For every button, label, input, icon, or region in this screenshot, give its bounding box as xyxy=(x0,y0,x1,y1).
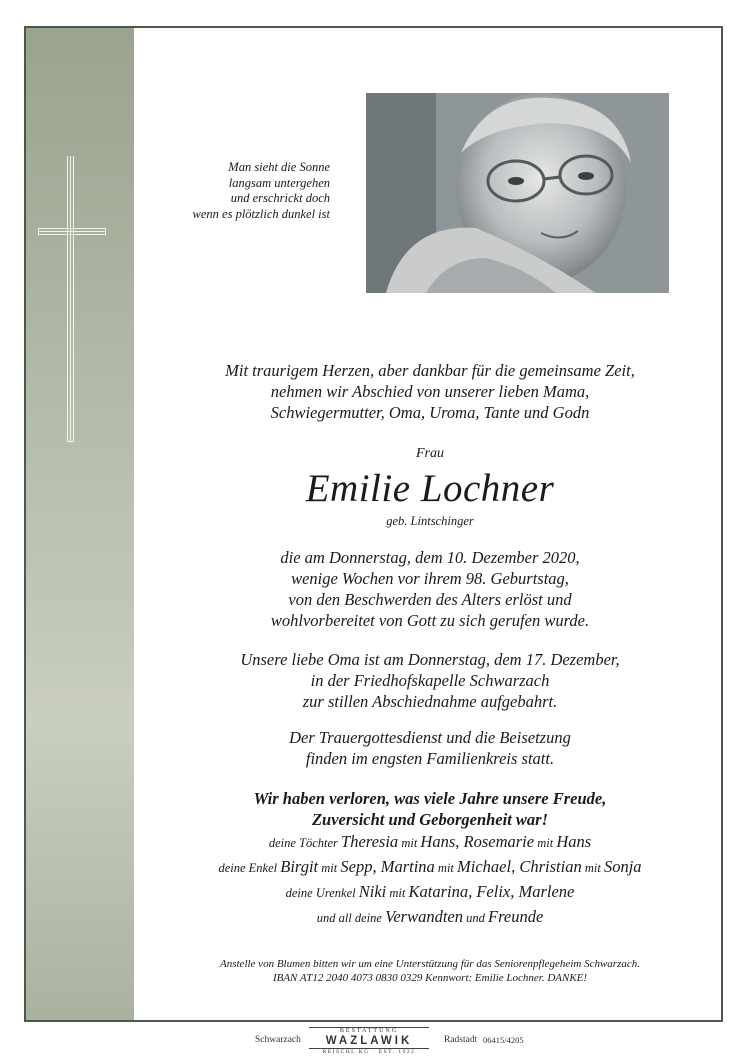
intro-line: Mit traurigem Herzen, aber dankbar für die gemeinsame Zeit, xyxy=(225,361,635,380)
family-connector: mit xyxy=(434,861,458,875)
death-line: die am Donnerstag, dem 10. Dezember 2020, xyxy=(280,548,580,567)
intro-text xyxy=(150,360,710,423)
footer xyxy=(150,1027,710,1053)
verse-line: und erschrickt doch xyxy=(230,191,330,205)
deceased-name: Emilie Lochner xyxy=(305,467,555,510)
family-relation: deine Urenkel xyxy=(285,886,359,900)
note-line: IBAN AT12 2040 4073 0830 0329 Kennwort: Emilie Lochner. DANKE! xyxy=(272,972,588,984)
verse-line: Man sieht die Sonne xyxy=(228,160,330,174)
family-relation: deine Enkel xyxy=(218,861,281,875)
footer-phone: 06415/4205 xyxy=(483,1035,524,1045)
viewing-line: Unsere liebe Oma ist am Donnerstag, dem 17. Dezember, xyxy=(240,650,620,669)
side-band xyxy=(26,28,134,1020)
donation-note xyxy=(150,957,710,985)
verse xyxy=(150,160,330,222)
title-frau: Frau xyxy=(416,446,444,461)
viewing-line: zur stillen Abschiednahme aufgebahrt. xyxy=(302,692,558,711)
family-line xyxy=(150,830,710,855)
portrait-photo-image xyxy=(366,93,669,293)
family-connector: mit xyxy=(386,886,409,900)
family-names: Birgit xyxy=(280,857,319,876)
maiden-name: geb. Lintschinger xyxy=(386,514,474,528)
family-relation: deine Töchter xyxy=(268,836,342,850)
family-names: Theresia xyxy=(341,832,399,851)
note-line: Anstelle von Blumen bitten wir um eine Unterstützung für das Seniorenpflegeheim Schwarzach. xyxy=(220,958,640,970)
family-names: Freunde xyxy=(488,907,544,926)
verse-line: wenn es plötzlich dunkel ist xyxy=(192,206,330,221)
cross-horizontal-beam xyxy=(38,228,106,235)
family-relation: und all deine xyxy=(316,911,386,925)
footer-location-radstadt: Radstadt xyxy=(444,1035,478,1045)
service-line: Der Trauergottesdienst und die Beisetzung xyxy=(289,728,571,747)
death-line: wenige Wochen vor ihrem 98. Geburtstag, xyxy=(291,569,569,588)
family-connector: mit xyxy=(398,836,421,850)
family-names: Verwandten xyxy=(385,907,463,926)
viewing-notice xyxy=(150,649,710,712)
death-line: wohlvorbereitet von Gott zu sich gerufen wurde. xyxy=(270,611,590,630)
logo-bottom-text: REISCHL KG · EST. 1922 xyxy=(309,1048,429,1056)
family-connector: mit xyxy=(534,836,557,850)
family-list xyxy=(150,830,710,930)
family-names: Katarina, Felix, Marlene xyxy=(408,882,575,901)
intro-line: Schwiegermutter, Oma, Uroma, Tante und Godn xyxy=(270,403,590,422)
portrait-photo xyxy=(366,93,669,293)
intro-line: nehmen wir Abschied von unserer lieben Mama, xyxy=(270,382,590,401)
funeral-home-logo xyxy=(309,1027,429,1056)
viewing-line: in der Friedhofskapelle Schwarzach xyxy=(310,671,550,690)
family-line xyxy=(150,855,710,880)
family-names: Sepp, Martina xyxy=(340,857,435,876)
family-names: Niki xyxy=(358,882,387,901)
death-line: von den Beschwerden des Alters erlöst und xyxy=(288,590,572,609)
verse-line: langsam untergehen xyxy=(228,175,330,190)
family-connector: mit xyxy=(318,861,341,875)
family-names: Sonja xyxy=(603,857,642,876)
family-names: Hans, Rosemarie xyxy=(420,832,535,851)
logo-top-text: BESTATTUNG xyxy=(309,1027,429,1035)
footer-location-schwarzach: Schwarzach xyxy=(255,1035,301,1045)
logo-name: WAZLAWIK xyxy=(325,1035,413,1047)
memorial-quote xyxy=(150,788,710,830)
family-line xyxy=(150,905,710,930)
family-names: Hans xyxy=(556,832,592,851)
quote-line: Wir haben verloren, was viele Jahre unsere Freude, xyxy=(253,789,607,808)
death-notice xyxy=(150,547,710,631)
family-names: Michael, Christian xyxy=(457,857,582,876)
family-connector: mit xyxy=(581,861,604,875)
cross-vertical-beam xyxy=(67,156,74,442)
quote-line: Zuversicht und Geborgenheit war! xyxy=(311,810,549,829)
service-line: finden im engsten Familienkreis statt. xyxy=(305,749,555,768)
service-notice xyxy=(150,727,710,769)
family-connector: und xyxy=(463,911,488,925)
family-line xyxy=(150,880,710,905)
